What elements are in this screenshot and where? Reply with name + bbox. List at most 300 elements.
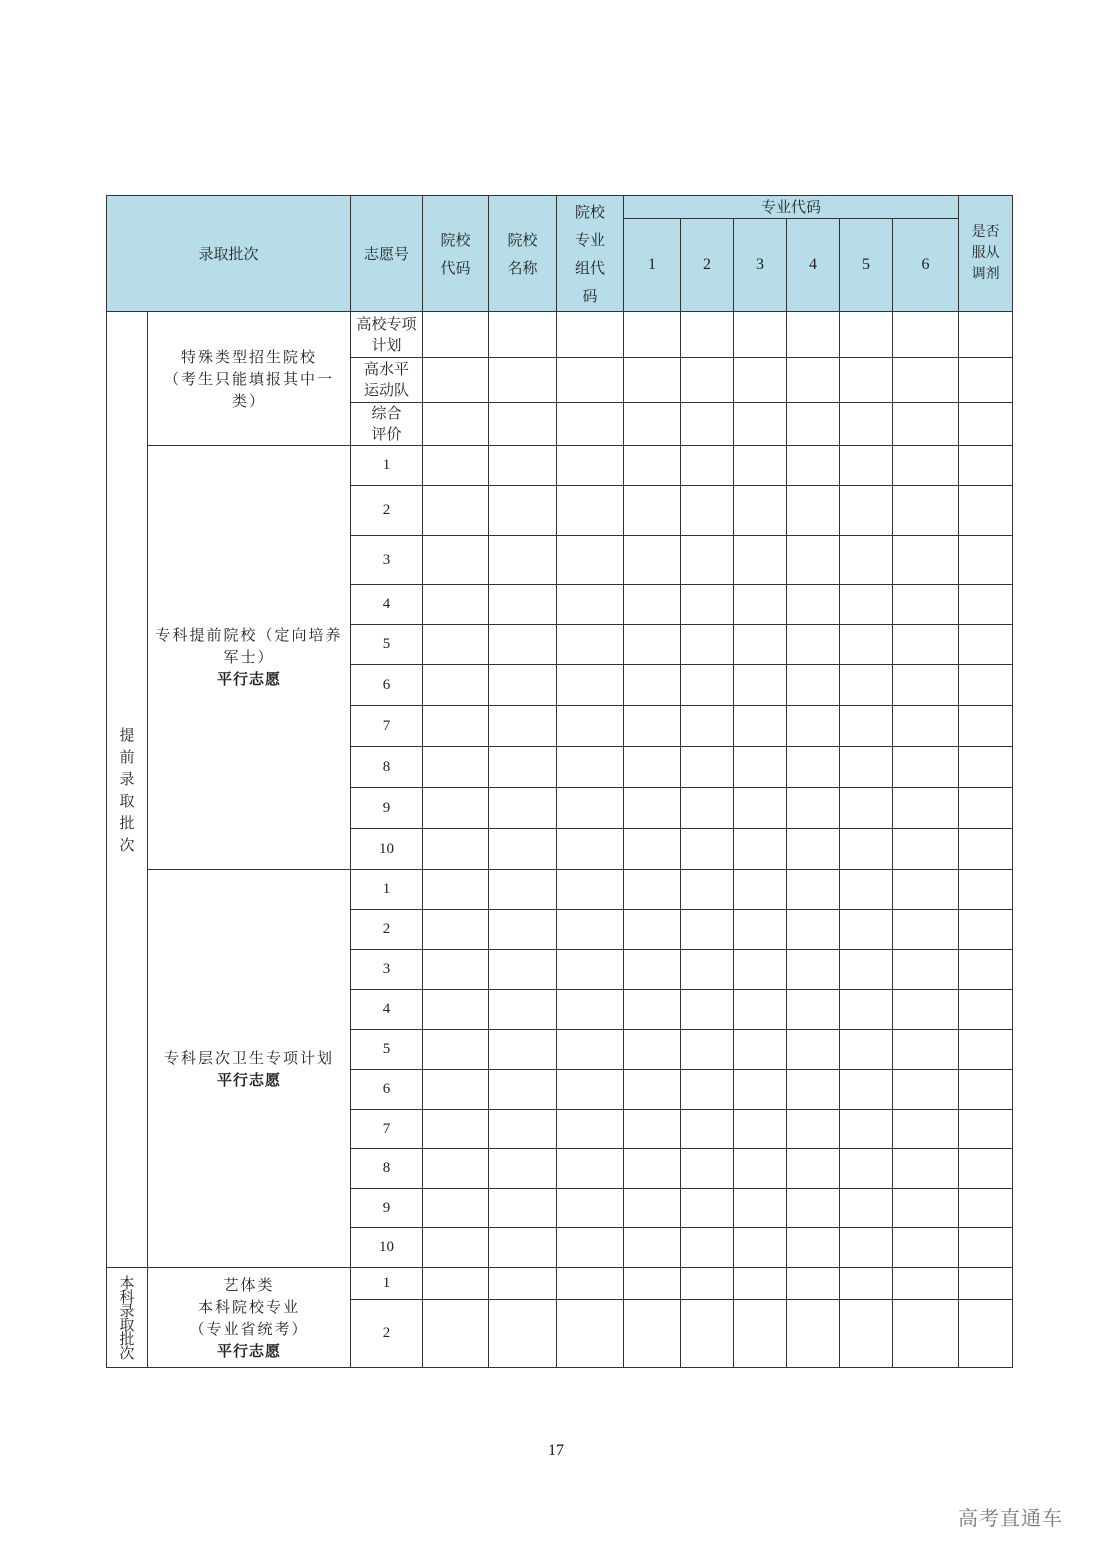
group-label bbox=[148, 312, 351, 446]
major-code-4-input[interactable] bbox=[787, 950, 840, 990]
adjust-input[interactable] bbox=[959, 706, 1013, 747]
major-code-5-input[interactable] bbox=[840, 1030, 893, 1070]
major-code-2-input[interactable] bbox=[681, 536, 734, 585]
school-code-input[interactable] bbox=[423, 536, 489, 585]
major-code-6-input[interactable] bbox=[893, 585, 959, 625]
school-code-input[interactable] bbox=[423, 1110, 489, 1149]
major-code-3-input[interactable] bbox=[734, 990, 787, 1030]
group-code-input[interactable] bbox=[557, 486, 624, 536]
school-name-input[interactable] bbox=[489, 665, 557, 706]
major-code-3-input[interactable] bbox=[734, 950, 787, 990]
major-code-6-input[interactable] bbox=[893, 1228, 959, 1268]
major-code-2-input[interactable] bbox=[681, 403, 734, 446]
header-school-name bbox=[489, 196, 557, 312]
major-code-3-input[interactable] bbox=[734, 1070, 787, 1110]
group-code-input[interactable] bbox=[557, 446, 624, 486]
major-code-6-input[interactable] bbox=[893, 788, 959, 829]
major-code-1-input[interactable] bbox=[624, 910, 681, 950]
choice-no-cell: 3 bbox=[351, 536, 423, 585]
major-code-5-input[interactable] bbox=[840, 625, 893, 665]
major-code-3-input[interactable] bbox=[734, 910, 787, 950]
group-label-bold bbox=[148, 1069, 350, 1091]
group-code-input[interactable] bbox=[557, 747, 624, 788]
major-code-2-input[interactable] bbox=[681, 950, 734, 990]
batch-char: 次 bbox=[119, 835, 135, 854]
major-code-5-input[interactable] bbox=[840, 358, 893, 403]
group-code-input[interactable] bbox=[557, 358, 624, 403]
header-line: 专业 bbox=[575, 230, 606, 249]
group-code-input[interactable] bbox=[557, 585, 624, 625]
adjust-input[interactable] bbox=[959, 1110, 1013, 1149]
major-code-3-input[interactable] bbox=[734, 1149, 787, 1189]
school-name-input[interactable] bbox=[489, 446, 557, 486]
group-code-input[interactable] bbox=[557, 625, 624, 665]
adjust-input[interactable] bbox=[959, 486, 1013, 536]
major-code-2-input[interactable] bbox=[681, 747, 734, 788]
adjust-input[interactable] bbox=[959, 665, 1013, 706]
school-name-input[interactable] bbox=[489, 1030, 557, 1070]
major-code-1-input[interactable] bbox=[624, 1189, 681, 1228]
group-label-line: 军士） bbox=[223, 648, 275, 666]
major-code-4-input[interactable] bbox=[787, 910, 840, 950]
school-name-input[interactable] bbox=[489, 990, 557, 1030]
major-code-5-input[interactable] bbox=[840, 312, 893, 358]
choice-no-cell: 7 bbox=[351, 1110, 423, 1149]
school-code-input[interactable] bbox=[423, 1189, 489, 1228]
school-code-input[interactable] bbox=[423, 486, 489, 536]
major-code-1-input[interactable] bbox=[624, 829, 681, 870]
major-code-3-input[interactable] bbox=[734, 1030, 787, 1070]
major-code-4-input[interactable] bbox=[787, 665, 840, 706]
header-adjust bbox=[959, 196, 1013, 312]
school-name-input[interactable] bbox=[489, 706, 557, 747]
major-code-3-input[interactable] bbox=[734, 870, 787, 910]
major-code-5-input[interactable] bbox=[840, 1300, 893, 1368]
major-code-3-input[interactable] bbox=[734, 1110, 787, 1149]
major-code-2-input[interactable] bbox=[681, 870, 734, 910]
major-code-6-input[interactable] bbox=[893, 358, 959, 403]
header-major-code: 专业代码 bbox=[624, 196, 959, 219]
major-code-4-input[interactable] bbox=[787, 312, 840, 358]
school-name-input[interactable] bbox=[489, 486, 557, 536]
adjust-input[interactable] bbox=[959, 829, 1013, 870]
major-code-1-input[interactable] bbox=[624, 536, 681, 585]
major-code-5-input[interactable] bbox=[840, 1228, 893, 1268]
school-code-input[interactable] bbox=[423, 1228, 489, 1268]
group-label bbox=[148, 870, 351, 1268]
school-code-input[interactable] bbox=[423, 706, 489, 747]
school-name-input[interactable] bbox=[489, 1149, 557, 1189]
major-code-3-input[interactable] bbox=[734, 536, 787, 585]
major-code-3-input[interactable] bbox=[734, 1300, 787, 1368]
header-major-4: 4 bbox=[787, 219, 840, 312]
school-name-input[interactable] bbox=[489, 870, 557, 910]
header-line: 是否 bbox=[971, 224, 1000, 240]
major-code-3-input[interactable] bbox=[734, 403, 787, 446]
major-code-3-input[interactable] bbox=[734, 312, 787, 358]
major-code-5-input[interactable] bbox=[840, 446, 893, 486]
header-line: 名称 bbox=[507, 258, 538, 277]
major-code-6-input[interactable] bbox=[893, 870, 959, 910]
school-name-input[interactable] bbox=[489, 1110, 557, 1149]
major-code-4-input[interactable] bbox=[787, 1300, 840, 1368]
school-code-input[interactable] bbox=[423, 990, 489, 1030]
school-name-input[interactable] bbox=[489, 829, 557, 870]
major-code-2-input[interactable] bbox=[681, 625, 734, 665]
major-code-6-input[interactable] bbox=[893, 1030, 959, 1070]
major-code-4-input[interactable] bbox=[787, 788, 840, 829]
batch-char: 次 bbox=[119, 1343, 135, 1362]
major-code-1-input[interactable] bbox=[624, 403, 681, 446]
major-code-5-input[interactable] bbox=[840, 870, 893, 910]
school-name-input[interactable] bbox=[489, 1070, 557, 1110]
adjust-input[interactable] bbox=[959, 990, 1013, 1030]
major-code-2-input[interactable] bbox=[681, 1268, 734, 1300]
school-code-input[interactable] bbox=[423, 747, 489, 788]
adjust-input[interactable] bbox=[959, 870, 1013, 910]
adjust-input[interactable] bbox=[959, 446, 1013, 486]
major-code-6-input[interactable] bbox=[893, 950, 959, 990]
volunteer-form-table bbox=[106, 195, 1013, 1368]
major-code-5-input[interactable] bbox=[840, 706, 893, 747]
group-code-input[interactable] bbox=[557, 665, 624, 706]
major-code-6-input[interactable] bbox=[893, 990, 959, 1030]
school-name-input[interactable] bbox=[489, 747, 557, 788]
major-code-1-input[interactable] bbox=[624, 665, 681, 706]
major-code-6-input[interactable] bbox=[893, 1189, 959, 1228]
major-code-2-input[interactable] bbox=[681, 446, 734, 486]
major-code-2-input[interactable] bbox=[681, 312, 734, 358]
major-code-4-input[interactable] bbox=[787, 1110, 840, 1149]
adjust-input[interactable] bbox=[959, 950, 1013, 990]
adjust-input[interactable] bbox=[959, 585, 1013, 625]
major-code-1-input[interactable] bbox=[624, 358, 681, 403]
major-code-5-input[interactable] bbox=[840, 747, 893, 788]
group-code-input[interactable] bbox=[557, 870, 624, 910]
major-code-3-input[interactable] bbox=[734, 665, 787, 706]
batch-char: 本 bbox=[119, 1273, 135, 1292]
choice-no-cell: 6 bbox=[351, 665, 423, 706]
major-code-1-input[interactable] bbox=[624, 1070, 681, 1110]
major-code-1-input[interactable] bbox=[624, 788, 681, 829]
major-code-4-input[interactable] bbox=[787, 358, 840, 403]
major-code-3-input[interactable] bbox=[734, 358, 787, 403]
major-code-4-input[interactable] bbox=[787, 990, 840, 1030]
group-code-input[interactable] bbox=[557, 1070, 624, 1110]
major-code-1-input[interactable] bbox=[624, 1149, 681, 1189]
group-label-bold bbox=[148, 668, 350, 690]
school-code-input[interactable] bbox=[423, 585, 489, 625]
adjust-input[interactable] bbox=[959, 747, 1013, 788]
page-number: 17 bbox=[548, 1442, 564, 1459]
major-code-4-input[interactable] bbox=[787, 1268, 840, 1300]
major-code-4-input[interactable] bbox=[787, 446, 840, 486]
major-code-5-input[interactable] bbox=[840, 665, 893, 706]
group-label bbox=[148, 446, 351, 870]
major-code-3-input[interactable] bbox=[734, 788, 787, 829]
header-major-5: 5 bbox=[840, 219, 893, 312]
batch-char: 取 bbox=[119, 791, 135, 810]
choice-type-line: 综合 bbox=[371, 404, 402, 422]
major-code-4-input[interactable] bbox=[787, 1189, 840, 1228]
choice-no-cell: 1 bbox=[351, 446, 423, 486]
major-code-2-input[interactable] bbox=[681, 585, 734, 625]
major-code-4-input[interactable] bbox=[787, 1030, 840, 1070]
school-code-input[interactable] bbox=[423, 665, 489, 706]
choice-no-cell: 1 bbox=[351, 1268, 423, 1300]
group-label-line: 本科院校专业 bbox=[198, 1297, 301, 1316]
school-code-input[interactable] bbox=[423, 1030, 489, 1070]
major-code-6-input[interactable] bbox=[893, 1110, 959, 1149]
school-name-input[interactable] bbox=[489, 358, 557, 403]
adjust-input[interactable] bbox=[959, 788, 1013, 829]
batch-char: 批 bbox=[119, 1329, 135, 1348]
major-code-6-input[interactable] bbox=[893, 446, 959, 486]
major-code-3-input[interactable] bbox=[734, 747, 787, 788]
school-name-input[interactable] bbox=[489, 625, 557, 665]
school-code-input[interactable] bbox=[423, 403, 489, 446]
major-code-6-input[interactable] bbox=[893, 747, 959, 788]
choice-type-line: 高校专项 bbox=[356, 314, 417, 333]
major-code-2-input[interactable] bbox=[681, 788, 734, 829]
major-code-1-input[interactable] bbox=[624, 486, 681, 536]
school-code-input[interactable] bbox=[423, 870, 489, 910]
table-row bbox=[107, 312, 1013, 358]
major-code-2-input[interactable] bbox=[681, 910, 734, 950]
header-school-code bbox=[423, 196, 489, 312]
school-name-input[interactable] bbox=[489, 312, 557, 358]
school-name-input[interactable] bbox=[489, 910, 557, 950]
major-code-5-input[interactable] bbox=[840, 990, 893, 1030]
major-code-2-input[interactable] bbox=[681, 1189, 734, 1228]
header-choice-no: 志愿号 bbox=[351, 196, 423, 312]
major-code-6-input[interactable] bbox=[893, 1268, 959, 1300]
major-code-3-input[interactable] bbox=[734, 585, 787, 625]
group-code-input[interactable] bbox=[557, 990, 624, 1030]
major-code-1-input[interactable] bbox=[624, 446, 681, 486]
major-code-4-input[interactable] bbox=[787, 403, 840, 446]
school-code-input[interactable] bbox=[423, 1268, 489, 1300]
group-code-input[interactable] bbox=[557, 536, 624, 585]
adjust-input[interactable] bbox=[959, 403, 1013, 446]
major-code-4-input[interactable] bbox=[787, 1228, 840, 1268]
group-label-bold bbox=[148, 1340, 350, 1362]
school-name-input[interactable] bbox=[489, 1189, 557, 1228]
choice-no-cell: 9 bbox=[351, 1189, 423, 1228]
major-code-2-input[interactable] bbox=[681, 990, 734, 1030]
major-code-2-input[interactable] bbox=[681, 358, 734, 403]
major-code-3-input[interactable] bbox=[734, 1228, 787, 1268]
choice-no-cell: 2 bbox=[351, 486, 423, 536]
major-code-1-input[interactable] bbox=[624, 625, 681, 665]
choice-type-line: 评价 bbox=[371, 425, 402, 443]
major-code-3-input[interactable] bbox=[734, 1189, 787, 1228]
major-code-2-input[interactable] bbox=[681, 829, 734, 870]
major-code-4-input[interactable] bbox=[787, 1070, 840, 1110]
adjust-input[interactable] bbox=[959, 910, 1013, 950]
header-line: 代码 bbox=[440, 258, 471, 277]
major-code-5-input[interactable] bbox=[840, 910, 893, 950]
adjust-input[interactable] bbox=[959, 1268, 1013, 1300]
major-code-2-input[interactable] bbox=[681, 1030, 734, 1070]
major-code-2-input[interactable] bbox=[681, 1300, 734, 1368]
major-code-4-input[interactable] bbox=[787, 706, 840, 747]
choice-no-cell bbox=[351, 403, 423, 446]
major-code-3-input[interactable] bbox=[734, 706, 787, 747]
school-name-input[interactable] bbox=[489, 1228, 557, 1268]
major-code-4-input[interactable] bbox=[787, 486, 840, 536]
group-code-input[interactable] bbox=[557, 1189, 624, 1228]
choice-no-cell bbox=[351, 358, 423, 403]
major-code-6-input[interactable] bbox=[893, 829, 959, 870]
school-code-input[interactable] bbox=[423, 910, 489, 950]
school-code-input[interactable] bbox=[423, 1149, 489, 1189]
major-code-4-input[interactable] bbox=[787, 1149, 840, 1189]
major-code-5-input[interactable] bbox=[840, 585, 893, 625]
major-code-4-input[interactable] bbox=[787, 870, 840, 910]
major-code-6-input[interactable] bbox=[893, 536, 959, 585]
major-code-2-input[interactable] bbox=[681, 486, 734, 536]
parallel-choice-label: 平行志愿 bbox=[217, 670, 282, 688]
major-code-6-input[interactable] bbox=[893, 403, 959, 446]
major-code-3-input[interactable] bbox=[734, 829, 787, 870]
major-code-5-input[interactable] bbox=[840, 1149, 893, 1189]
school-code-input[interactable] bbox=[423, 1070, 489, 1110]
adjust-input[interactable] bbox=[959, 1300, 1013, 1368]
major-code-4-input[interactable] bbox=[787, 747, 840, 788]
major-code-5-input[interactable] bbox=[840, 788, 893, 829]
school-code-input[interactable] bbox=[423, 829, 489, 870]
major-code-2-input[interactable] bbox=[681, 1149, 734, 1189]
major-code-6-input[interactable] bbox=[893, 1149, 959, 1189]
group-code-input[interactable] bbox=[557, 1030, 624, 1070]
major-code-6-input[interactable] bbox=[893, 706, 959, 747]
choice-no-cell: 4 bbox=[351, 585, 423, 625]
group-code-input[interactable] bbox=[557, 312, 624, 358]
choice-type-line: 计划 bbox=[371, 335, 402, 354]
adjust-input[interactable] bbox=[959, 1070, 1013, 1110]
school-name-input[interactable] bbox=[489, 1300, 557, 1368]
major-code-4-input[interactable] bbox=[787, 625, 840, 665]
major-code-6-input[interactable] bbox=[893, 486, 959, 536]
major-code-1-input[interactable] bbox=[624, 747, 681, 788]
adjust-input[interactable] bbox=[959, 625, 1013, 665]
major-code-3-input[interactable] bbox=[734, 446, 787, 486]
adjust-input[interactable] bbox=[959, 358, 1013, 403]
major-code-5-input[interactable] bbox=[840, 1070, 893, 1110]
major-code-6-input[interactable] bbox=[893, 625, 959, 665]
group-code-input[interactable] bbox=[557, 829, 624, 870]
major-code-2-input[interactable] bbox=[681, 665, 734, 706]
major-code-1-input[interactable] bbox=[624, 1110, 681, 1149]
major-code-1-input[interactable] bbox=[624, 1268, 681, 1300]
major-code-1-input[interactable] bbox=[624, 585, 681, 625]
watermark-logo: 高考直通车 bbox=[958, 1506, 1063, 1530]
major-code-1-input[interactable] bbox=[624, 870, 681, 910]
adjust-input[interactable] bbox=[959, 1189, 1013, 1228]
group-code-input[interactable] bbox=[557, 1300, 624, 1368]
major-code-5-input[interactable] bbox=[840, 1110, 893, 1149]
school-code-input[interactable] bbox=[423, 788, 489, 829]
major-code-5-input[interactable] bbox=[840, 1189, 893, 1228]
group-code-input[interactable] bbox=[557, 1110, 624, 1149]
choice-no-cell: 1 bbox=[351, 870, 423, 910]
school-name-input[interactable] bbox=[489, 403, 557, 446]
major-code-6-input[interactable] bbox=[893, 910, 959, 950]
group-code-input[interactable] bbox=[557, 706, 624, 747]
choice-no-cell: 8 bbox=[351, 1149, 423, 1189]
major-code-1-input[interactable] bbox=[624, 706, 681, 747]
major-code-1-input[interactable] bbox=[624, 1228, 681, 1268]
school-code-input[interactable] bbox=[423, 625, 489, 665]
major-code-4-input[interactable] bbox=[787, 829, 840, 870]
major-code-6-input[interactable] bbox=[893, 312, 959, 358]
major-code-4-input[interactable] bbox=[787, 585, 840, 625]
choice-no-cell: 9 bbox=[351, 788, 423, 829]
school-code-input[interactable] bbox=[423, 312, 489, 358]
major-code-6-input[interactable] bbox=[893, 1070, 959, 1110]
adjust-input[interactable] bbox=[959, 1030, 1013, 1070]
major-code-3-input[interactable] bbox=[734, 486, 787, 536]
major-code-5-input[interactable] bbox=[840, 536, 893, 585]
major-code-5-input[interactable] bbox=[840, 950, 893, 990]
group-code-input[interactable] bbox=[557, 950, 624, 990]
major-code-1-input[interactable] bbox=[624, 950, 681, 990]
group-code-input[interactable] bbox=[557, 403, 624, 446]
major-code-5-input[interactable] bbox=[840, 829, 893, 870]
group-code-input[interactable] bbox=[557, 788, 624, 829]
major-code-2-input[interactable] bbox=[681, 1228, 734, 1268]
school-name-input[interactable] bbox=[489, 788, 557, 829]
group-code-input[interactable] bbox=[557, 1228, 624, 1268]
header-line: 组代 bbox=[575, 258, 606, 277]
major-code-3-input[interactable] bbox=[734, 625, 787, 665]
major-code-2-input[interactable] bbox=[681, 1070, 734, 1110]
school-code-input[interactable] bbox=[423, 1300, 489, 1368]
adjust-input[interactable] bbox=[959, 1228, 1013, 1268]
major-code-4-input[interactable] bbox=[787, 536, 840, 585]
major-code-5-input[interactable] bbox=[840, 1268, 893, 1300]
group-code-input[interactable] bbox=[557, 1268, 624, 1300]
major-code-1-input[interactable] bbox=[624, 990, 681, 1030]
adjust-input[interactable] bbox=[959, 312, 1013, 358]
school-name-input[interactable] bbox=[489, 1268, 557, 1300]
group-label-line: 艺体类 bbox=[223, 1275, 275, 1294]
group-code-input[interactable] bbox=[557, 910, 624, 950]
major-code-2-input[interactable] bbox=[681, 1110, 734, 1149]
major-code-5-input[interactable] bbox=[840, 403, 893, 446]
major-code-2-input[interactable] bbox=[681, 706, 734, 747]
major-code-1-input[interactable] bbox=[624, 312, 681, 358]
major-code-1-input[interactable] bbox=[624, 1300, 681, 1368]
school-code-input[interactable] bbox=[423, 358, 489, 403]
school-name-input[interactable] bbox=[489, 950, 557, 990]
major-code-1-input[interactable] bbox=[624, 1030, 681, 1070]
major-code-6-input[interactable] bbox=[893, 1300, 959, 1368]
group-code-input[interactable] bbox=[557, 1149, 624, 1189]
school-name-input[interactable] bbox=[489, 585, 557, 625]
school-name-input[interactable] bbox=[489, 536, 557, 585]
school-code-input[interactable] bbox=[423, 446, 489, 486]
school-code-input[interactable] bbox=[423, 950, 489, 990]
adjust-input[interactable] bbox=[959, 536, 1013, 585]
major-code-6-input[interactable] bbox=[893, 665, 959, 706]
adjust-input[interactable] bbox=[959, 1149, 1013, 1189]
major-code-3-input[interactable] bbox=[734, 1268, 787, 1300]
header-line: 院校 bbox=[440, 230, 471, 249]
major-code-5-input[interactable] bbox=[840, 486, 893, 536]
choice-no-cell: 10 bbox=[351, 1228, 423, 1268]
